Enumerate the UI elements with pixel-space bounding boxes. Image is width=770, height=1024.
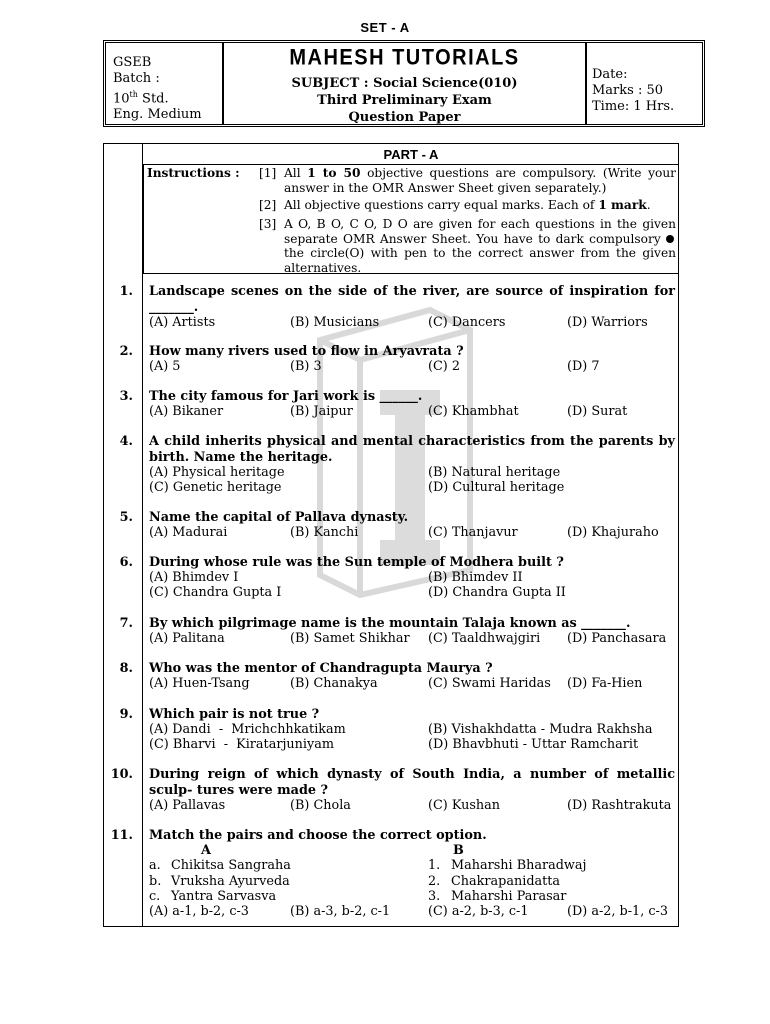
option-b: (B) Vishakhdatta - Mudra Rakhsha	[428, 722, 653, 737]
filled-circle-icon	[666, 235, 674, 243]
pair-a-letter: b.	[149, 874, 162, 889]
option-b: (B) Natural heritage	[428, 465, 561, 480]
option-c: (C) Swami Haridas	[428, 676, 551, 691]
pair-b-number: 2.	[428, 874, 441, 889]
pair-b-text: Maharshi Parasar	[451, 889, 567, 904]
question-number: 8.	[119, 661, 133, 676]
question-number: 2.	[119, 344, 133, 359]
option-d: (D) Chandra Gupta II	[428, 585, 566, 600]
option-a: (A) Artists	[149, 315, 216, 330]
option-c: (C) Dancers	[428, 315, 506, 330]
marks-label: Marks : 50	[592, 83, 664, 98]
option-d: (D) 7	[567, 359, 600, 374]
question-text: Which pair is not true ?	[149, 707, 320, 722]
pair-a-text: Chikitsa Sangraha	[171, 858, 291, 873]
pair-a-text: Yantra Sarvasva	[171, 889, 277, 904]
option-d: (D) Rashtrakuta	[567, 798, 672, 813]
column-a-heading: A	[201, 843, 211, 858]
option-a: (A) Huen-Tsang	[149, 676, 250, 691]
question-text: During whose rule was the Sun temple of Modhera built ?	[149, 555, 564, 570]
option-c: (C) Genetic heritage	[149, 480, 282, 495]
question-number: 6.	[119, 555, 133, 570]
option-d: (D) Cultural heritage	[428, 480, 565, 495]
instructions-label: Instructions :	[147, 166, 240, 180]
option-b: (B) Bhimdev II	[428, 570, 523, 585]
option-c: (C) Bharvi - Kiratarjuniyam	[149, 737, 334, 752]
option-c: (C) Kushan	[428, 798, 501, 813]
pair-a-text: Vruksha Ayurveda	[171, 874, 290, 889]
option-a: (A) Dandi - Mrichchhkatikam	[149, 722, 346, 737]
question-text: By which pilgrimage name is the mountain Talaja known as _______.	[149, 616, 631, 631]
board-label: GSEB	[113, 55, 152, 70]
set-label: SET - A	[360, 20, 410, 35]
question-number: 1.	[119, 284, 133, 299]
question-number: 7.	[119, 616, 133, 631]
option-a: (A) Bikaner	[149, 404, 224, 419]
header-center	[224, 43, 587, 124]
option-b: (B) Chola	[290, 798, 351, 813]
option-a: (A) Physical heritage	[149, 465, 285, 480]
question-text: Match the pairs and choose the correct option.	[149, 828, 487, 843]
header-left	[106, 43, 224, 124]
option-a: (A) a-1, b-2, c-3	[149, 904, 249, 919]
column-b-heading: B	[453, 843, 464, 858]
option-d: (D) Bhavbhuti - Uttar Ramcharit	[428, 737, 639, 752]
question-text: The city famous for Jari work is ______.	[149, 389, 423, 404]
pair-a-letter: c.	[149, 889, 161, 904]
batch-label: Batch :	[113, 71, 160, 86]
option-d: (D) Khajuraho	[567, 525, 659, 540]
question-number: 9.	[119, 707, 133, 722]
option-c: (C) Khambhat	[428, 404, 519, 419]
date-label: Date:	[592, 67, 628, 82]
header-right	[587, 43, 702, 124]
option-a: (A) Pallavas	[149, 798, 226, 813]
question-number: 3.	[119, 389, 133, 404]
option-b: (B) Chanakya	[290, 676, 378, 691]
pair-a-letter: a.	[149, 858, 161, 873]
part-heading: PART - A	[383, 147, 439, 162]
pair-b-number: 3.	[428, 889, 441, 904]
instructions-box: Instructions : [1] All 1 to 50 objective questions are compulsory. (Write your answer in the OMR Answer Sheet given separately.) [2] All objective questions carry equal marks. Each of 1 mark. [3] A O, B O, C O, D O are given for each questions in the given separate OMR Answer Sheet. You have to dark compulsory the circle(O) with pen to the correct answer from the given alternatives.	[143, 164, 679, 274]
paper-line: Question Paper	[348, 110, 461, 125]
question-text: Landscape scenes on the side of the river, are source of inspiration for _______.	[149, 284, 675, 315]
option-c: (C) Taaldhwajgiri	[428, 631, 541, 646]
option-a: (A) 5	[149, 359, 181, 374]
question-text: Who was the mentor of Chandragupta Maurya ?	[149, 661, 493, 676]
question-number: 5.	[119, 510, 133, 525]
pair-b-text: Maharshi Bharadwaj	[451, 858, 587, 873]
option-d: (D) Warriors	[567, 315, 648, 330]
time-label: Time: 1 Hrs.	[592, 99, 675, 114]
option-c: (C) Thanjavur	[428, 525, 518, 540]
option-d: (D) Surat	[567, 404, 628, 419]
option-a: (A) Bhimdev I	[149, 570, 239, 585]
std-label: 10th Std.	[113, 90, 169, 107]
question-number: 10.	[110, 767, 133, 782]
option-a: (A) Madurai	[149, 525, 228, 540]
question-text: During reign of which dynasty of South India, a number of metallic sculp- tures were made ?	[149, 767, 675, 798]
pair-b-text: Chakrapanidatta	[451, 874, 561, 889]
option-c: (C) a-2, b-3, c-1	[428, 904, 529, 919]
option-c: (C) Chandra Gupta I	[149, 585, 282, 600]
exam-line: Third Preliminary Exam	[317, 93, 492, 108]
pair-b-number: 1.	[428, 858, 441, 873]
option-b: (B) Kanchi	[290, 525, 359, 540]
option-d: (D) Panchasara	[567, 631, 667, 646]
question-text: A child inherits physical and mental characteristics from the parents by birth. Name the heritage.	[149, 434, 675, 465]
medium-label: Eng. Medium	[113, 107, 202, 123]
question-number: 4.	[119, 434, 133, 449]
option-b: (B) a-3, b-2, c-1	[290, 904, 391, 919]
option-b: (B) Musicians	[290, 315, 380, 330]
brand-title: MAHESH TUTORIALS	[289, 45, 520, 71]
question-number: 11.	[110, 828, 133, 843]
header-box	[103, 40, 705, 127]
question-text: Name the capital of Pallava dynasty.	[149, 510, 409, 525]
option-c: (C) 2	[428, 359, 460, 374]
option-d: (D) Fa-Hien	[567, 676, 643, 691]
option-b: (B) Jaipur	[290, 404, 353, 419]
subject-line: SUBJECT : Social Science(010)	[291, 76, 518, 91]
option-b: (B) Samet Shikhar	[290, 631, 410, 646]
option-d: (D) a-2, b-1, c-3	[567, 904, 668, 919]
option-a: (A) Palitana	[149, 631, 225, 646]
option-b: (B) 3	[290, 359, 322, 374]
question-text: How many rivers used to flow in Aryavrata ?	[149, 344, 464, 359]
